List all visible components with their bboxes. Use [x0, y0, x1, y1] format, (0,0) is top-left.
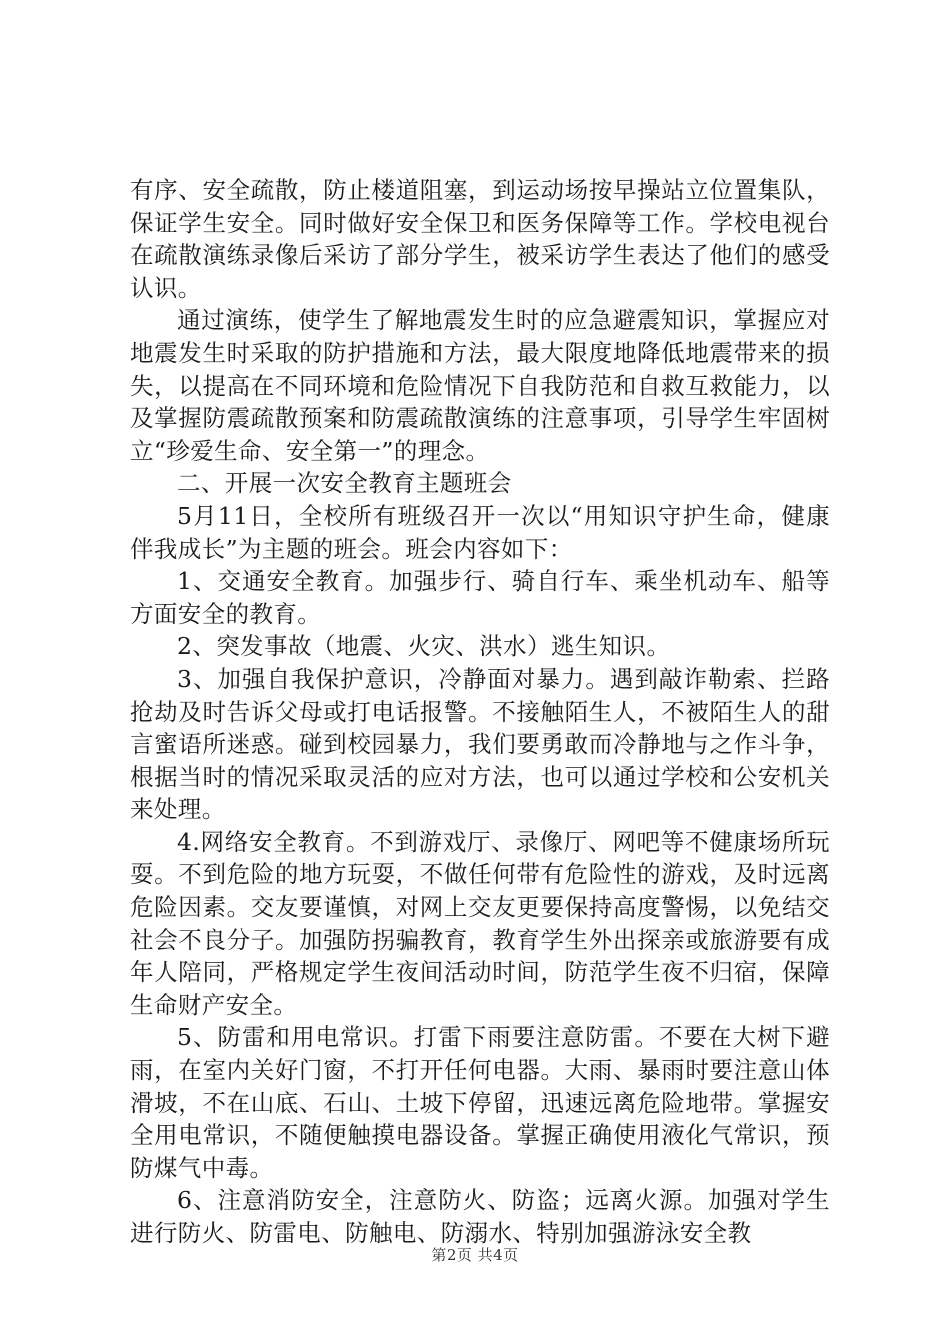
page-number-footer: 第2页 共4页: [431, 1246, 519, 1264]
body-text: [130, 174, 830, 1250]
paragraph-class-meeting-intro: 5月11日，全校所有班级召开一次以“用知识守护生命，健康伴我成长”为主题的班会。班会内容如下：: [130, 501, 830, 563]
paragraph-continuation: 有序、安全疏散，防止楼道阻塞，到运动场按早操站立位置集队，保证学生安全。同时做好安全保卫和医务保障等工作。学校电视台在疏散演练录像后采访了部分学生，被采访学生表达了他们的感受认识。: [130, 176, 830, 302]
list-item-traffic-safety: 1、交通安全教育。加强步行、骑自行车、乘坐机动车、船等方面安全的教育。: [130, 567, 830, 628]
list-item-emergency-escape: 2、突发事故（地震、火灾、洪水）逃生知识。: [177, 632, 671, 661]
paragraph-drill-purpose: 通过演练，使学生了解地震发生时的应急避震知识，掌握应对地震发生时采取的防护措施和方法，最大限度地降低地震带来的损失，以提高在不同环境和危险情况下自我防范和自救互救能力，以及掌握防震疏散预案和防震疏散演练的注意事项，引导学生牢固树立“珍爱生命、安全第一”的理念。: [130, 306, 830, 465]
list-item-lightning-electricity: 5、防雷和用电常识。打雷下雨要注意防雷。不要在大树下避雨，在室内关好门窗，不打开任何电器。大雨、暴雨时要注意山体滑坡，不在山底、石山、土坡下停留，迅速远离危险地带。掌握安全用电常识，不随便触摸电器设备。掌握正确使用液化气常识，预防煤气中毒。: [130, 1023, 830, 1182]
list-item-fire-safety: 6、注意消防安全，注意防火、防盗；远离火源。加强对学生进行防火、防雷电、防触电、防溺水、特别加强游泳安全教: [130, 1186, 830, 1247]
section-heading-class-meeting: 二、开展一次安全教育主题班会: [177, 469, 512, 498]
list-item-network-safety: 4.网络安全教育。不到游戏厅、录像厅、网吧等不健康场所玩耍。不到危险的地方玩耍，不做任何带有危险性的游戏，及时远离危险因素。交友要谨慎，对网上交友更要保持高度警惕，以免结交社会不良分子。加强防拐骗教育，教育学生外出探亲或旅游要有成年人陪同，严格规定学生夜间活动时间，防范学生夜不归宿，保障生命财产安全。: [130, 827, 830, 1019]
list-item-self-protection: 3、加强自我保护意识，冷静面对暴力。遇到敲诈勒索、拦路抢劫及时告诉父母或打电话报警。不接触陌生人，不被陌生人的甜言蜜语所迷惑。碰到校园暴力，我们要勇敢而冷静地与之作斗争，根据当时的情况采取灵活的应对方法，也可以通过学校和公安机关来处理。: [130, 664, 830, 824]
